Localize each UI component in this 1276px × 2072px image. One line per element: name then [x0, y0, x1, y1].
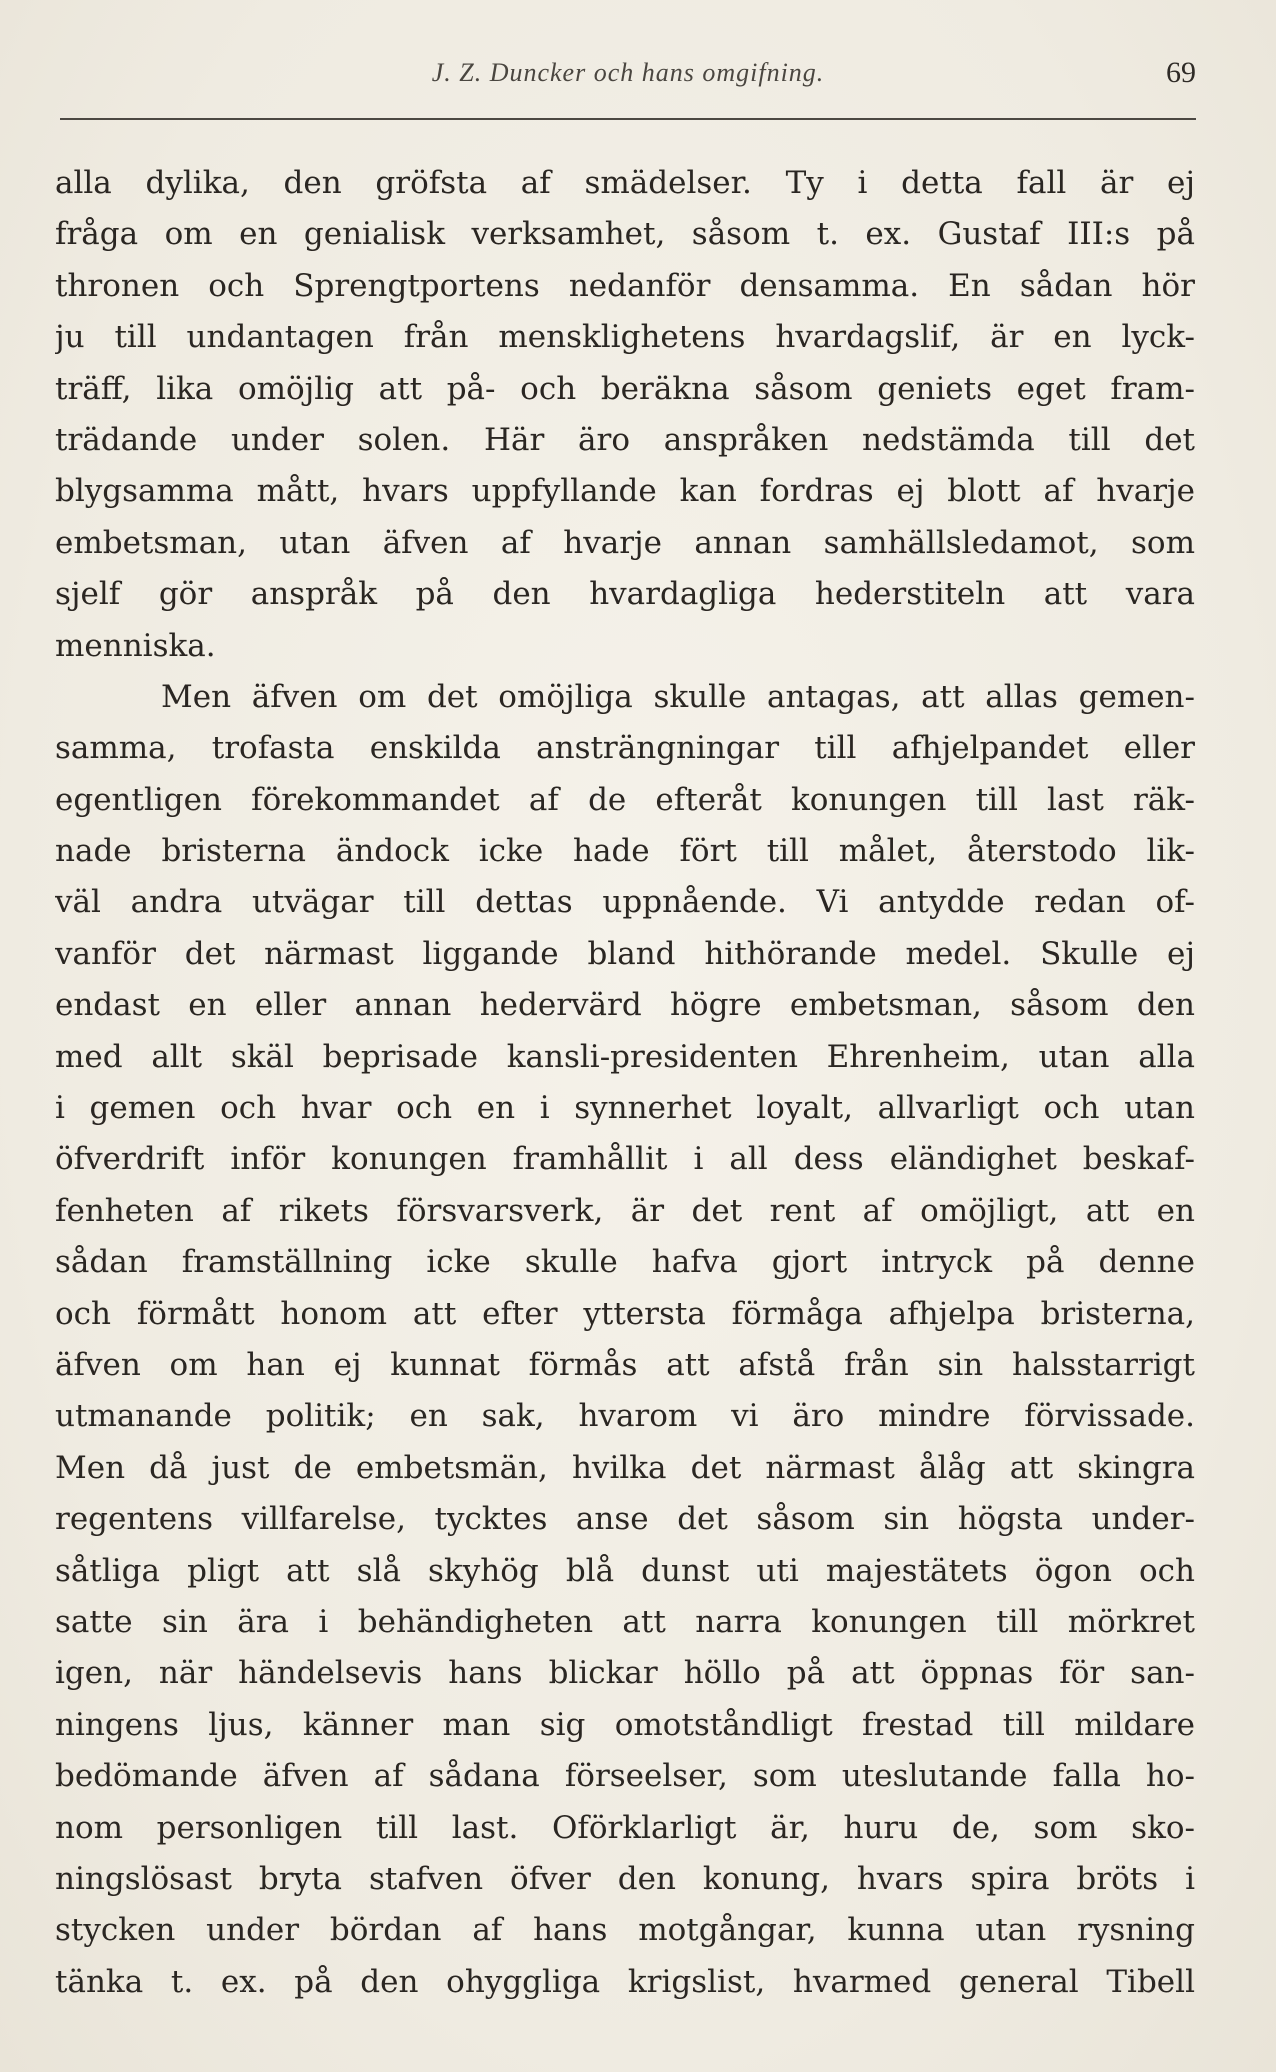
text-line: ningslösast bryta stafven öfver den konung, hvars spira bröts i [55, 1860, 1195, 1897]
text-line: ningens ljus, känner man sig omotståndligt frestad till mildare [55, 1706, 1195, 1743]
header-rule [60, 118, 1196, 120]
text-line: öfverdrift inför konungen framhållit i all dess eländighet beskaf- [55, 1141, 1195, 1178]
text-line: nom personligen till last. Oförklarligt är, huru de, som sko- [55, 1809, 1195, 1846]
text-line: vanför det närmast liggande bland hithörande medel. Skulle ej [55, 935, 1195, 972]
running-title: J. Z. Duncker och hans omgifning. [431, 58, 825, 87]
text-line: regentens villfarelse, tycktes anse det såsom sin högsta under- [55, 1501, 1195, 1538]
paragraph-start-line: Men äfven om det omöjliga skulle antagas, att allas gemen- [161, 678, 1195, 715]
text-line: sådan framställning icke skulle hafva gjort intryck på denne [55, 1244, 1195, 1281]
text-line: alla dylika, den gröfsta af smädelser. Ty i detta fall är ej [55, 165, 1195, 201]
text-line: väl andra utvägar till dettas uppnående. Vi antydde redan of- [55, 884, 1195, 921]
text-line: thronen och Sprengtportens nedanför densamma. En sådan hör [55, 267, 1195, 304]
text-line: sjelf gör anspråk på den hvardagliga hederstiteln att vara [55, 576, 1195, 613]
text-line: i gemen och hvar och en i synnerhet loyalt, allvarligt och utan [55, 1090, 1195, 1127]
text-line: embetsman, utan äfven af hvarje annan samhällsledamot, som [55, 524, 1195, 561]
text-line: och förmått honom att efter yttersta förmåga afhjelpa bristerna, [55, 1295, 1195, 1332]
text-line: samma, trofasta enskilda ansträngningar till afhjelpandet eller [55, 730, 1195, 767]
text-line: äfven om han ej kunnat förmås att afstå från sin halsstarrigt [55, 1346, 1195, 1383]
text-line: nade bristerna ändock icke hade fört till målet, återstodo lik- [55, 833, 1195, 870]
text-line: blygsamma mått, hvars uppfyllande kan fordras ej blott af hvarje [55, 473, 1195, 510]
text-line: såtliga pligt att slå skyhög blå dunst uti majestätets ögon och [55, 1552, 1195, 1589]
text-line: fråga om en genialisk verksamhet, såsom t. ex. Gustaf III:s på [55, 216, 1195, 253]
text-line: igen, när händelsevis hans blickar höllo på att öppnas för san- [55, 1655, 1195, 1692]
text-line: Men då just de embetsmän, hvilka det närmast ålåg att skingra [55, 1449, 1195, 1486]
paragraph-end-line: menniska. [55, 627, 216, 664]
text-line: ju till undantagen från mensklighetens hvardagslif, är en lyck- [55, 319, 1195, 356]
page-header [60, 52, 1196, 104]
text-line: stycken under bördan af hans motgångar, kunna utan rysning [55, 1912, 1195, 1949]
text-line: bedömande äfven af sådana förseelser, som uteslutande falla ho- [55, 1758, 1195, 1795]
text-line: träff, lika omöjlig att på- och beräkna såsom geniets eget fram- [55, 370, 1195, 407]
text-line: med allt skäl beprisade kansli-presidenten Ehrenheim, utan alla [55, 1038, 1195, 1075]
text-line: endast en eller annan hedervärd högre embetsman, såsom den [55, 987, 1195, 1024]
text-line: egentligen förekommandet af de efteråt konungen till last räk- [55, 781, 1195, 818]
page-number: 69 [1166, 56, 1196, 89]
text-line: utmanande politik; en sak, hvarom vi äro mindre förvissade. [55, 1398, 1195, 1435]
text-line: fenheten af rikets försvarsverk, är det rent af omöjligt, att en [55, 1192, 1195, 1229]
text-line: satte sin ära i behändigheten att narra konungen till mörkret [55, 1603, 1195, 1640]
text-line: tänka t. ex. på den ohyggliga krigslist, hvarmed general Tibell [55, 1963, 1195, 2000]
body-text [55, 158, 1195, 2008]
text-line: trädande under solen. Här äro anspråken nedstämda till det [55, 421, 1195, 458]
